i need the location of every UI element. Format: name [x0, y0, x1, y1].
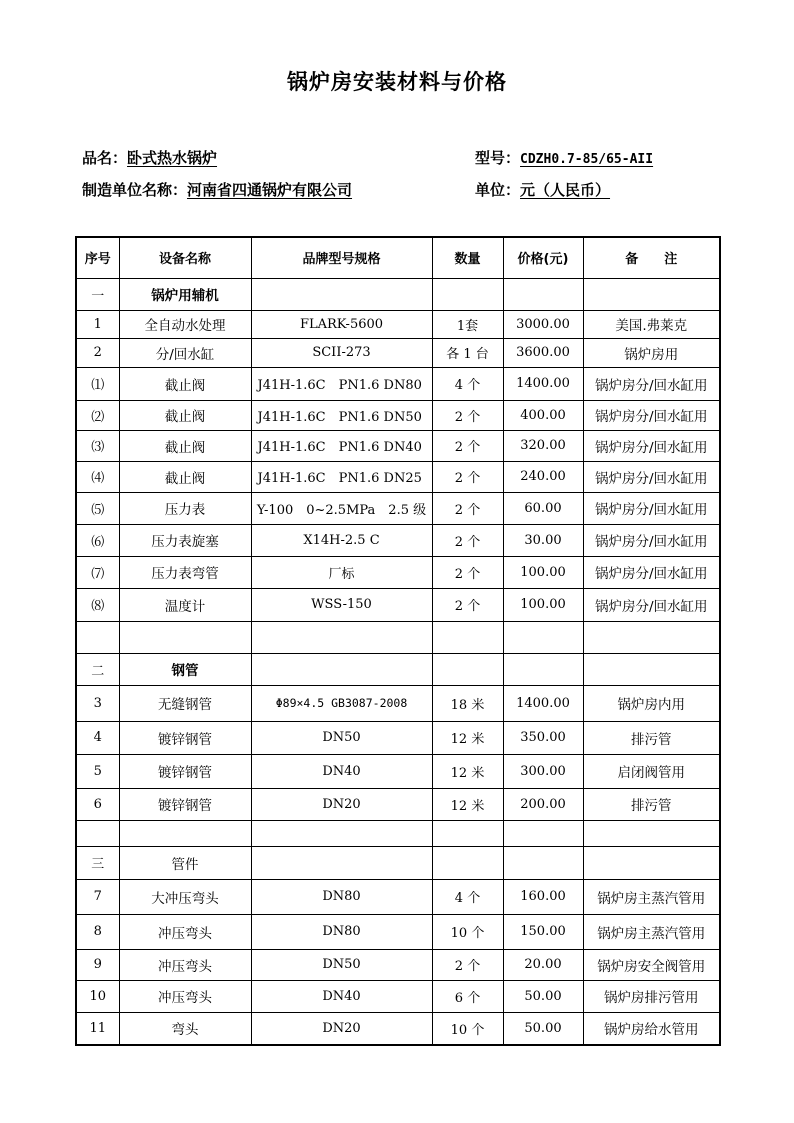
cell-spec: J41H-1.6C PN1.6 DN50: [251, 400, 432, 430]
cell-qty: 10 个: [432, 1012, 503, 1045]
table-row: [76, 588, 720, 621]
cell-name: 压力表弯管: [119, 556, 251, 588]
cell-no: ⑹: [76, 524, 119, 556]
cell-qty: 4 个: [432, 367, 503, 400]
cell-spec: 厂标: [251, 556, 432, 588]
table-row: [76, 621, 720, 653]
cell-name: 镀锌钢管: [119, 754, 251, 788]
cell-name: 弯头: [119, 1012, 251, 1045]
cell-qty: 12 米: [432, 788, 503, 820]
cell-name: 压力表旋塞: [119, 524, 251, 556]
header-spec: 品牌型号规格: [251, 237, 432, 278]
cell-note: 美国.弗莱克: [583, 310, 720, 338]
cell-price: 20.00: [503, 949, 583, 980]
cell-note: 锅炉房分/回水缸用: [583, 367, 720, 400]
cell-price: 300.00: [503, 754, 583, 788]
cell-no: 1: [76, 310, 119, 338]
cell-price: 1400.00: [503, 367, 583, 400]
manufacturer-info: [82, 179, 352, 200]
header-note: 备 注: [583, 237, 720, 278]
manufacturer-label: 制造单位名称：: [82, 181, 188, 199]
cell-qty: [432, 621, 503, 653]
cell-price: 1400.00: [503, 685, 583, 721]
header-price: 价格(元): [503, 237, 583, 278]
cell-qty: 各 1 台: [432, 338, 503, 367]
cell-spec: SCII-273: [251, 338, 432, 367]
cell-note: 锅炉房分/回水缸用: [583, 556, 720, 588]
table-row: [76, 846, 720, 879]
cell-qty: 6 个: [432, 980, 503, 1012]
cell-price: 350.00: [503, 721, 583, 754]
product-value: 卧式热水锅炉: [127, 149, 218, 167]
cell-name: 无缝钢管: [119, 685, 251, 721]
cell-note: 锅炉房分/回水缸用: [583, 400, 720, 430]
table-row: [76, 820, 720, 846]
cell-note: 锅炉房主蒸汽管用: [583, 879, 720, 914]
table-row: [76, 367, 720, 400]
page-title: 锅炉房安装材料与价格: [287, 70, 507, 94]
cell-spec: J41H-1.6C PN1.6 DN25: [251, 461, 432, 492]
cell-no: ⑷: [76, 461, 119, 492]
cell-note: 锅炉房主蒸汽管用: [583, 914, 720, 949]
cell-name: 截止阀: [119, 430, 251, 461]
cell-qty: 2 个: [432, 949, 503, 980]
cell-name: 截止阀: [119, 367, 251, 400]
table-row: [76, 653, 720, 685]
cell-qty: 2 个: [432, 430, 503, 461]
cell-note: 启闭阀管用: [583, 754, 720, 788]
cell-no: 8: [76, 914, 119, 949]
cell-note: [583, 846, 720, 879]
cell-spec: DN80: [251, 914, 432, 949]
cell-note: 锅炉房排污管用: [583, 980, 720, 1012]
cell-spec: [251, 820, 432, 846]
cell-no: 11: [76, 1012, 119, 1045]
cell-qty: 12 米: [432, 721, 503, 754]
cell-name: 锅炉用辅机: [119, 278, 251, 310]
cell-name: 管件: [119, 846, 251, 879]
cell-spec: FLARK-5600: [251, 310, 432, 338]
cell-price: [503, 653, 583, 685]
cell-qty: 2 个: [432, 524, 503, 556]
cell-no: 10: [76, 980, 119, 1012]
cell-name: 冲压弯头: [119, 949, 251, 980]
cell-spec: X14H-2.5 C: [251, 524, 432, 556]
cell-no: [76, 621, 119, 653]
cell-name: [119, 621, 251, 653]
cell-spec: WSS-150: [251, 588, 432, 621]
cell-note: 锅炉房内用: [583, 685, 720, 721]
table-row: [76, 278, 720, 310]
model-value: CDZH0.7-85/65-AII: [520, 152, 654, 167]
cell-spec: [251, 846, 432, 879]
table-row: [76, 879, 720, 914]
cell-no: ⑻: [76, 588, 119, 621]
cell-note: [583, 621, 720, 653]
cell-no: 二: [76, 653, 119, 685]
cell-no: 4: [76, 721, 119, 754]
cell-qty: 10 个: [432, 914, 503, 949]
table-row: [76, 914, 720, 949]
cell-note: 锅炉房给水管用: [583, 1012, 720, 1045]
unit-info: [475, 179, 610, 200]
cell-note: 锅炉房分/回水缸用: [583, 492, 720, 524]
cell-no: ⑺: [76, 556, 119, 588]
table-row: [76, 685, 720, 721]
cell-qty: 2 个: [432, 492, 503, 524]
cell-note: [583, 820, 720, 846]
cell-price: [503, 820, 583, 846]
cell-no: ⑵: [76, 400, 119, 430]
table-row: [76, 338, 720, 367]
cell-spec: Y-100 0~2.5MPa 2.5 级: [251, 492, 432, 524]
header-qty: 数量: [432, 237, 503, 278]
cell-note: 锅炉房分/回水缸用: [583, 588, 720, 621]
model-info: [475, 147, 653, 168]
cell-price: [503, 846, 583, 879]
cell-price: 240.00: [503, 461, 583, 492]
table-body: [76, 278, 720, 1045]
cell-name: 镀锌钢管: [119, 721, 251, 754]
cell-no: ⑶: [76, 430, 119, 461]
cell-note: [583, 278, 720, 310]
cell-qty: 12 米: [432, 754, 503, 788]
cell-name: 大冲压弯头: [119, 879, 251, 914]
header-name: 设备名称: [119, 237, 251, 278]
cell-spec: J41H-1.6C PN1.6 DN40: [251, 430, 432, 461]
cell-name: 截止阀: [119, 461, 251, 492]
cell-note: 锅炉房用: [583, 338, 720, 367]
cell-name: 压力表: [119, 492, 251, 524]
cell-name: 钢管: [119, 653, 251, 685]
unit-label: 单位：: [475, 181, 521, 199]
table-row: [76, 310, 720, 338]
table-row: [76, 556, 720, 588]
cell-spec: DN50: [251, 949, 432, 980]
cell-no: 7: [76, 879, 119, 914]
table-row: [76, 492, 720, 524]
cell-spec: DN40: [251, 754, 432, 788]
cell-qty: [432, 820, 503, 846]
cell-qty: 2 个: [432, 588, 503, 621]
cell-qty: 1套: [432, 310, 503, 338]
cell-name: 镀锌钢管: [119, 788, 251, 820]
cell-qty: [432, 278, 503, 310]
cell-price: [503, 621, 583, 653]
cell-price: 100.00: [503, 588, 583, 621]
cell-name: [119, 820, 251, 846]
cell-no: ⑴: [76, 367, 119, 400]
table-header-row: [76, 237, 720, 278]
cell-price: 30.00: [503, 524, 583, 556]
table-row: [76, 788, 720, 820]
cell-name: 分/回水缸: [119, 338, 251, 367]
cell-spec: Φ89×4.5 GB3087-2008: [251, 685, 432, 721]
cell-spec: DN80: [251, 879, 432, 914]
table-row: [76, 461, 720, 492]
cell-note: 排污管: [583, 788, 720, 820]
cell-no: 一: [76, 278, 119, 310]
cell-note: [583, 653, 720, 685]
cell-no: 2: [76, 338, 119, 367]
cell-qty: 2 个: [432, 400, 503, 430]
product-info: [82, 147, 217, 168]
table-row: [76, 721, 720, 754]
cell-no: 3: [76, 685, 119, 721]
cell-name: 截止阀: [119, 400, 251, 430]
cell-price: 150.00: [503, 914, 583, 949]
cell-price: 60.00: [503, 492, 583, 524]
cell-price: 50.00: [503, 980, 583, 1012]
cell-no: ⑸: [76, 492, 119, 524]
cell-spec: DN20: [251, 1012, 432, 1045]
cell-note: 排污管: [583, 721, 720, 754]
table-row: [76, 400, 720, 430]
cell-price: 100.00: [503, 556, 583, 588]
materials-price-table: [75, 236, 721, 1046]
cell-qty: 2 个: [432, 461, 503, 492]
cell-qty: 2 个: [432, 556, 503, 588]
cell-note: 锅炉房分/回水缸用: [583, 461, 720, 492]
cell-qty: 4 个: [432, 879, 503, 914]
table-row: [76, 524, 720, 556]
cell-qty: 18 米: [432, 685, 503, 721]
cell-name: 全自动水处理: [119, 310, 251, 338]
cell-price: [503, 278, 583, 310]
cell-name: 冲压弯头: [119, 980, 251, 1012]
table-row: [76, 980, 720, 1012]
table-row: [76, 430, 720, 461]
table-row: [76, 1012, 720, 1045]
cell-note: 锅炉房分/回水缸用: [583, 430, 720, 461]
cell-qty: [432, 653, 503, 685]
cell-price: 160.00: [503, 879, 583, 914]
cell-price: 3600.00: [503, 338, 583, 367]
cell-no: 三: [76, 846, 119, 879]
header-no: 序号: [76, 237, 119, 278]
cell-price: 200.00: [503, 788, 583, 820]
cell-spec: DN40: [251, 980, 432, 1012]
product-label: 品名：: [82, 149, 128, 167]
cell-no: 6: [76, 788, 119, 820]
cell-name: 温度计: [119, 588, 251, 621]
cell-spec: [251, 278, 432, 310]
cell-price: 50.00: [503, 1012, 583, 1045]
manufacturer-value: 河南省四通锅炉有限公司: [187, 181, 353, 199]
cell-no: [76, 820, 119, 846]
table-row: [76, 949, 720, 980]
unit-value: 元（人民币）: [520, 181, 611, 199]
cell-note: 锅炉房分/回水缸用: [583, 524, 720, 556]
cell-qty: [432, 846, 503, 879]
cell-name: 冲压弯头: [119, 914, 251, 949]
cell-spec: [251, 621, 432, 653]
table-row: [76, 754, 720, 788]
cell-no: 9: [76, 949, 119, 980]
cell-note: 锅炉房安全阀管用: [583, 949, 720, 980]
cell-spec: DN50: [251, 721, 432, 754]
cell-price: 3000.00: [503, 310, 583, 338]
cell-spec: J41H-1.6C PN1.6 DN80: [251, 367, 432, 400]
cell-no: 5: [76, 754, 119, 788]
model-label: 型号：: [475, 149, 521, 167]
cell-price: 400.00: [503, 400, 583, 430]
cell-spec: [251, 653, 432, 685]
cell-spec: DN20: [251, 788, 432, 820]
cell-price: 320.00: [503, 430, 583, 461]
